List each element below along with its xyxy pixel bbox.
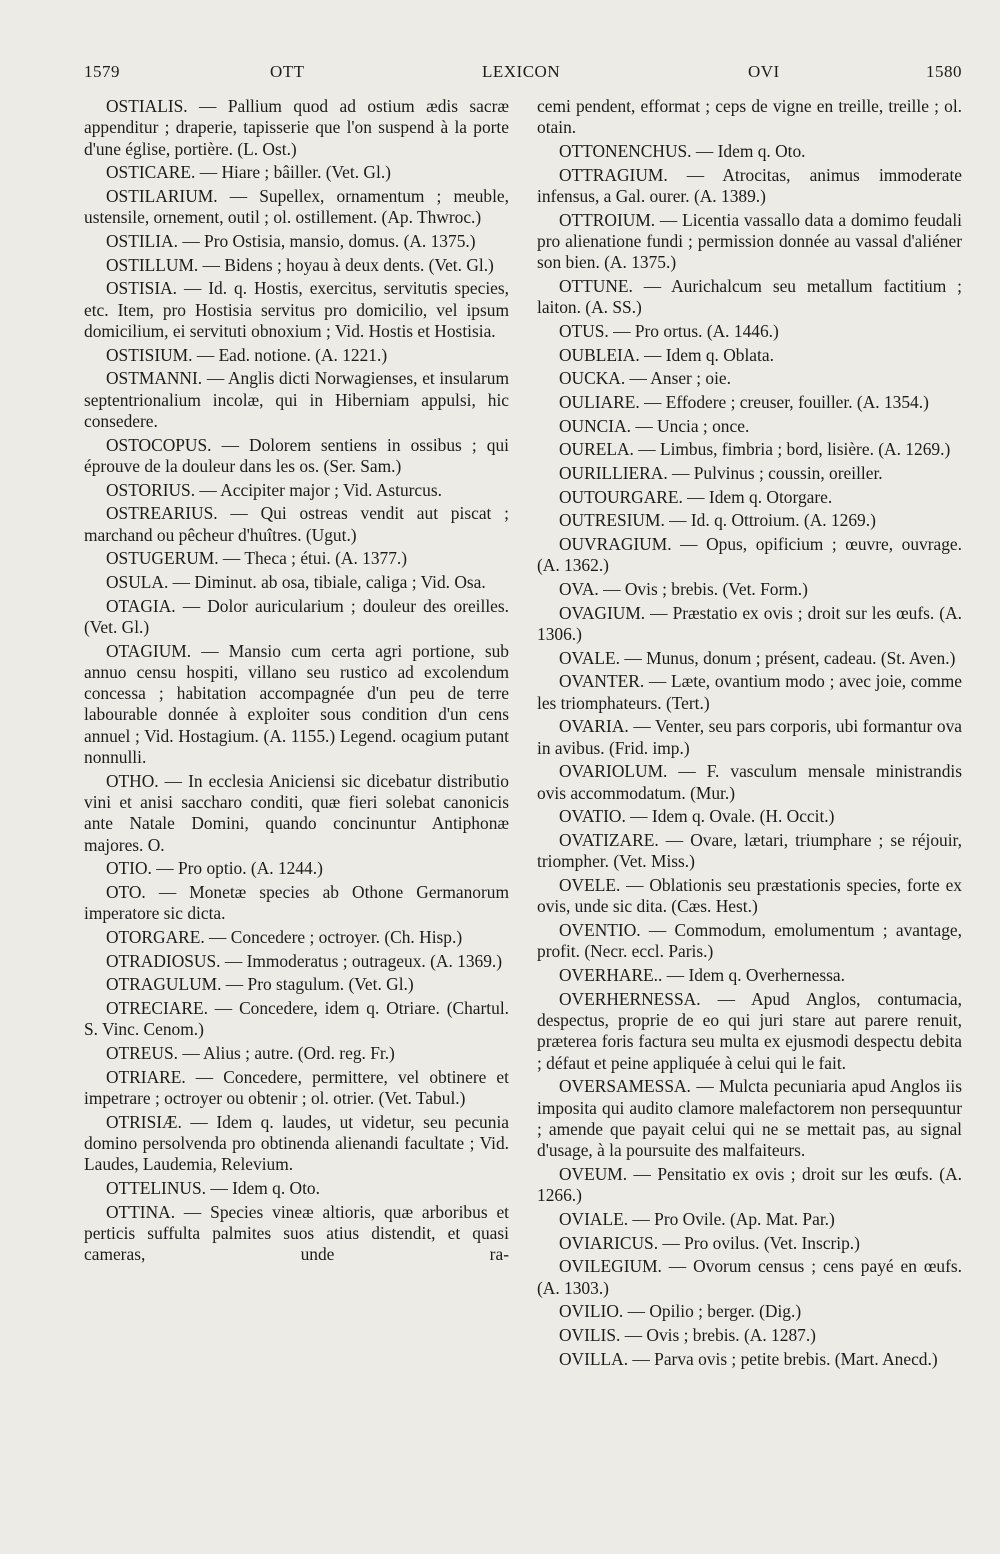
dictionary-entry: OTAGIA. — Dolor auricularium ; douleur des oreilles. (Vet. Gl.): [84, 595, 509, 637]
dictionary-entry: OSULA. — Diminut. ab osa, tibiale, caliga ; Vid. Osa.: [106, 571, 486, 592]
dictionary-entry: OVIARICUS. — Pro ovilus. (Vet. Inscrip.): [559, 1232, 860, 1253]
dictionary-entry: OTO. — Monetæ species ab Othone Germanorum imperatore sic dicta.: [84, 882, 509, 924]
dictionary-entry: OVANTER. — Læte, ovantium modo ; avec joie, comme les triomphateurs. (Tert.): [537, 671, 962, 713]
dictionary-entry: OTRECIARE. — Concedere, idem q. Otriare. (Chartul. S. Vinc. Cenom.): [84, 998, 509, 1040]
dictionary-entry: OVARIA. — Venter, seu pars corporis, ubi formantur ova in avibus. (Frid. imp.): [537, 716, 962, 758]
dictionary-entry: OSTUGERUM. — Theca ; étui. (A. 1377.): [106, 548, 408, 569]
dictionary-entry: OVILIS. — Ovis ; brebis. (A. 1287.): [559, 1324, 816, 1345]
dictionary-entry: OSTREARIUS. — Qui ostreas vendit aut piscat ; marchand ou pêcheur d'huîtres. (Ugut.): [84, 503, 509, 545]
dictionary-entry: OTORGARE. — Concedere ; octroyer. (Ch. Hisp.): [106, 927, 463, 948]
dictionary-entry: OVATIZARE. — Ovare, lætari, triumphare ; se réjouir, triompher. (Vet. Miss.): [537, 830, 962, 872]
dictionary-entry: OVEUM. — Pensitatio ex ovis ; droit sur les œufs. (A. 1266.): [537, 1163, 962, 1206]
dictionary-entry: OSTILIA. — Pro Ostisia, mansio, domus. (A. 1375.): [106, 230, 476, 251]
dictionary-entry: OVA. — Ovis ; brebis. (Vet. Form.): [559, 579, 808, 600]
dictionary-entry: OVILLA. — Parva ovis ; petite brebis. (Mart. Anecd.): [559, 1348, 938, 1369]
dictionary-entry: OVARIOLUM. — F. vasculum mensale ministrandis ovis accommodatum. (Mur.): [537, 761, 962, 803]
dictionary-entry: OTRADIOSUS. — Immoderatus ; outrageux. (A. 1369.): [106, 950, 503, 971]
dictionary-entry: OTTROIUM. — Licentia vassallo data a domimo feudali pro alienatione fundi ; permission donnée au vassal d'aliéner son bien. (A. 1375.): [537, 209, 962, 273]
dictionary-entry: OVELE. — Oblationis seu præstationis species, forte ex ovis, unde sic dita. (Cæs. Hest.): [537, 875, 962, 917]
left-guide-word: OTT: [270, 62, 305, 81]
dictionary-entry: OTRIARE. — Concedere, permittere, vel obtinere et impetrare ; octroyer ou obtenir ; ol. otrier. (Vet. Tabul.): [84, 1066, 509, 1109]
dictionary-entry: OSTORIUS. — Accipiter major ; Vid. Asturcus.: [106, 479, 442, 500]
dictionary-entry: OVENTIO. — Commodum, emolumentum ; avantage, profit. (Necr. eccl. Paris.): [537, 920, 962, 962]
dictionary-entry: OTTUNE. — Aurichalcum seu metallum factitium ; laiton. (A. SS.): [537, 275, 962, 318]
dictionary-entry: OVERHERNESSA. — Apud Anglos, contumacia, despectus, proprie de eo qui juri stare aut parere renuit, præterea foris factura seu multa ex ejusmodi despectu debita ; défaut et peine appliquée à celui qui le fait.: [537, 988, 962, 1073]
dictionary-entry: OTRAGULUM. — Pro stagulum. (Vet. Gl.): [106, 974, 414, 995]
dictionary-entry: OTHO. — In ecclesia Aniciensi sic dicebatur distributio vini et anisi saccharo conditi, quæ fieri solebat canonicis ante Natale Domini, quando concinuntur Antiphonæ majores. O.: [84, 770, 509, 855]
dictionary-entry: OVILIO. — Opilio ; berger. (Dig.): [559, 1301, 802, 1322]
dictionary-entry: OULIARE. — Effodere ; creuser, fouiller. (A. 1354.): [559, 391, 929, 412]
dictionary-entry: OSTILARIUM. — Supellex, ornamentum ; meuble, ustensile, ornement, outil ; ol. ostillement. (Ap. Thwroc.): [84, 185, 509, 228]
dictionary-entry: OTREUS. — Alius ; autre. (Ord. reg. Fr.): [106, 1043, 395, 1064]
dictionary-entry: OSTIALIS. — Pallium quod ad ostium ædis sacræ appenditur ; draperie, tapisserie que l'on suspend à la porte d'une église, portière. (L. Ost.): [84, 96, 509, 159]
right-page-number: 1580: [926, 62, 962, 81]
dictionary-entry: OTTELINUS. — Idem q. Oto.: [106, 1178, 320, 1199]
running-header: [84, 62, 962, 86]
dictionary-entry: OVILEGIUM. — Ovorum census ; cens payé en œufs. (A. 1303.): [537, 1256, 962, 1298]
dictionary-entry: OTTINA. — Species vineæ altioris, quæ arboribus et perticis suffulta palmites suos atius distendit, et quasi cameras, unde ra-: [84, 1201, 509, 1265]
dictionary-entry: OUBLEIA. — Idem q. Oblata.: [559, 344, 774, 365]
dictionary-entry: OTTONENCHUS. — Idem q. Oto.: [559, 140, 806, 161]
dictionary-entry: OSTMANNI. — Anglis dicti Norwagienses, et insularum septentrionalium incolæ, qui in Hiberniam appulsi, hic consedere.: [84, 368, 509, 431]
dictionary-entry: OVERHARE.. — Idem q. Overhernessa.: [559, 965, 845, 986]
dictionary-entry: OTUS. — Pro ortus. (A. 1446.): [559, 320, 779, 341]
dictionary-entry: OSTISIUM. — Ead. notione. (A. 1221.): [106, 344, 388, 365]
right-guide-word: OVI: [748, 62, 780, 81]
running-title: LEXICON: [482, 62, 561, 81]
dictionary-entry: OTTRAGIUM. — Atrocitas, animus immoderate infensus, a Gal. ourer. (A. 1389.): [537, 164, 962, 206]
dictionary-entry: OVIALE. — Pro Ovile. (Ap. Mat. Par.): [559, 1208, 835, 1229]
dictionary-entry: OTIO. — Pro optio. (A. 1244.): [106, 858, 323, 879]
dictionary-entry: OURILLIERA. — Pulvinus ; coussin, oreiller.: [559, 463, 883, 484]
dictionary-entry: OUCKA. — Anser ; oie.: [559, 368, 731, 389]
dictionary-entry: OVAGIUM. — Præstatio ex ovis ; droit sur les œufs. (A. 1306.): [537, 602, 962, 645]
dictionary-entry: OVERSAMESSA. — Mulcta pecuniaria apud Anglos iis imposita qui audito clamore malefactorem non persequuntur ; amende que payait celui qui ne se mettait pas, au signal d'usage, à la poursuite des malfaiteurs.: [537, 1076, 962, 1161]
dictionary-entry: OUVRAGIUM. — Opus, opificium ; œuvre, ouvrage. (A. 1362.): [537, 534, 962, 576]
dictionary-entry: OVALE. — Munus, donum ; présent, cadeau. (St. Aven.): [559, 647, 956, 668]
left-page-number: 1579: [84, 62, 120, 81]
dictionary-entry: OTAGIUM. — Mansio cum certa agri portione, sub annuo censu hospiti, villano seu rustico ad excolendum concessa ; habitation accompagnée d'un peu de terre labourable donnée à exploiter sous condition d'un cens annuel ; Vid. Hostagium. (A. 1155.) Legend. ocagium putant nonnulli.: [84, 640, 509, 768]
dictionary-entry: OSTOCOPUS. — Dolorem sentiens in ossibus ; qui éprouve de la douleur dans les os. (Ser. Sam.): [84, 434, 509, 476]
dictionary-entry: OSTILLUM. — Bidens ; hoyau à deux dents. (Vet. Gl.): [106, 254, 494, 275]
dictionary-entry: OUNCIA. — Uncia ; once.: [559, 415, 750, 436]
right-column: [537, 96, 962, 1372]
dictionary-entry: OSTICARE. — Hiare ; bâiller. (Vet. Gl.): [106, 162, 391, 183]
dictionary-entry: OSTISIA. — Id. q. Hostis, exercitus, servitutis species, etc. Item, pro Hostisia servitus pro domicilio, vel ipsum domicilium, ei servituti obnoxium ; Vid. Hostis et Hostisia.: [84, 278, 509, 341]
dictionary-entry: OVATIO. — Idem q. Ovale. (H. Occit.): [559, 806, 835, 827]
dictionary-entry: OUTOURGARE. — Idem q. Otorgare.: [559, 486, 833, 507]
dictionary-entry: cemi pendent, efformat ; ceps de vigne en treille, treille ; ol. otain.: [537, 96, 962, 138]
left-column: [84, 96, 509, 1268]
dictionary-entry: OTRISIÆ. — Idem q. laudes, ut videtur, seu pecunia domino persolvenda pro obtinenda alienandi facultate ; Vid. Laudes, Laudemia, Relevium.: [84, 1111, 509, 1175]
dictionary-entry: OUTRESIUM. — Id. q. Ottroium. (A. 1269.): [559, 510, 876, 531]
dictionary-entry: OURELA. — Limbus, fimbria ; bord, lisière. (A. 1269.): [559, 439, 951, 460]
